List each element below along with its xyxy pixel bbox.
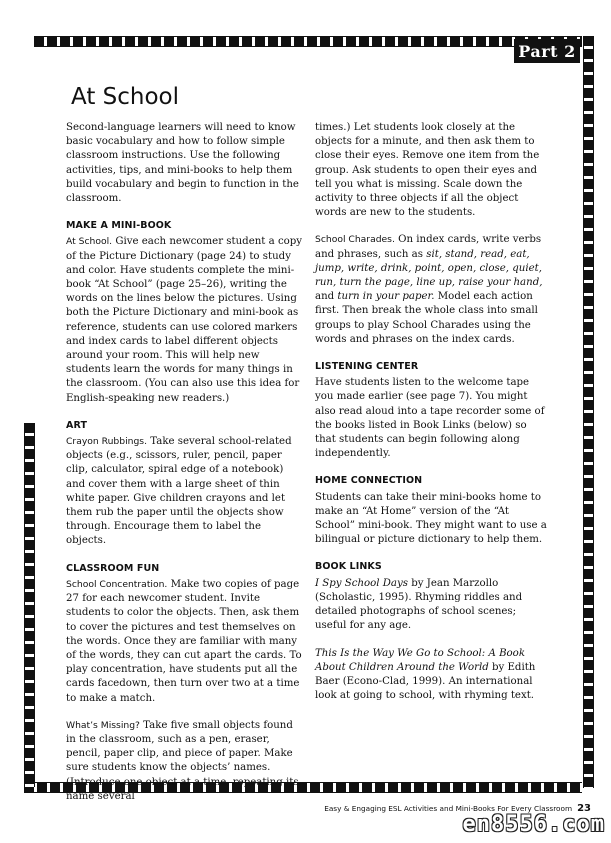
right-border (583, 36, 594, 788)
listening-heading: LISTENING CENTER (315, 361, 419, 373)
charades-text-2: Model each action first. Then break the whole class into small groups to play School Charades using the words and phrases on the index cards. (315, 291, 538, 345)
whats-missing-paragraph (66, 719, 304, 804)
art-heading: ART (66, 419, 88, 431)
art-lead: Crayon Rubbings. (66, 436, 147, 448)
home-paragraph: Students can take their mini-books home to make an “At Home” version of the “At School” mini-book. They might want to use a bilingual or picture dictionary to help them. (315, 491, 547, 546)
book-2-title: This Is the Way We Go to School: A Book About Children Around the World (315, 647, 525, 673)
charades-and: and (315, 291, 335, 303)
listening-paragraph: Have students listen to the welcome tape you made earlier (see page 7). You might also read aloud into a tape recorder some of the books listed in Book Links (below) so that students can begin following along independently. (315, 377, 545, 460)
mini-book-heading: MAKE A MINI-BOOK (66, 220, 172, 232)
art-text: Take several school-related objects (e.g., scissors, ruler, pencil, paper clip, calculator, spiral edge of a notebook) and cover them with a large sheet of thin white paper. Give children crayons and let them rub the paper until the objects show through. Encourage them to label the objects. (66, 436, 292, 547)
art-paragraph (66, 435, 304, 549)
whats-missing-text: Take five small objects found in the classroom, such as a pen, eraser, pencil, paper clip, and piece of paper. Make sure students know the objects’ names. (Introduce one object at a time, repeating its name several (66, 719, 299, 802)
whats-missing-lead: What’s Missing? (66, 719, 140, 731)
classroom-fun-heading: CLASSROOM FUN (66, 562, 160, 574)
page-number: 23 (577, 803, 591, 814)
page-title: At School (71, 84, 180, 110)
concentration-text: Make two copies of page 27 for each newcomer student. Invite students to color the objects. Then, ask them to cover the pictures and test themselves on the words. Once they are familiar with many of the words, they can cut apart the cards. To play concentration, have students put all the cards facedown, then turn over two at a time to make a match. (66, 578, 302, 704)
book-1-text: by Jean Marzollo (Scholastic, 1995). Rhyming riddles and detailed photographs of school scenes; useful for any age. (315, 577, 523, 632)
footer-book-title: Easy & Engaging ESL Activities and Mini-Books For Every Classroom (324, 804, 573, 813)
charades-text-1: On index cards, write verbs and phrases, such as (315, 234, 542, 260)
book-1-title: I Spy School Days (315, 577, 408, 589)
book-2-text: by Edith Baer (Econo-Clad, 1999). An international look at going to school, with rhyming text. (315, 661, 536, 702)
charades-lead: School Charades. (315, 234, 395, 246)
mini-book-paragraph (66, 235, 304, 405)
mini-book-text: Give each newcomer student a copy of the Picture Dictionary (page 24) to study and color. Have students complete the mini-book “At School” (page 25–26), writing the words on the lines below the pictures. Using both the Picture Dictionary and mini-book as reference, students can use colored markers and index cards to label different objects around your room. This will help new students learn the words for many things in the classroom. (You can also use this idea for English-speaking new readers.) (66, 236, 303, 404)
charades-last-example: turn in your paper. (337, 291, 435, 303)
watermark-text: en8556.com (462, 812, 605, 837)
continued-paragraph: times.) Let students look closely at the objects for a minute, and then ask them to close their eyes. Remove one item from the group. Ask students to open their eyes and tell you what is missing. Scale down the activity to three objects if all the object words are new to the students. (315, 122, 540, 219)
intro-paragraph: Second-language learners will need to know basic vocabulary and how to follow simple classroom instructions. Use the following activities, tips, and mini-books to help them build vocabulary and begin to function in the classroom. (66, 122, 299, 205)
home-heading: HOME CONNECTION (315, 475, 423, 487)
book-links-heading: BOOK LINKS (315, 561, 382, 573)
left-border (24, 423, 35, 787)
top-border (34, 36, 582, 47)
mini-book-lead: At School. (66, 236, 113, 248)
book-link-1 (315, 577, 547, 634)
charades-paragraph (315, 233, 547, 347)
concentration-lead: School Concentration. (66, 578, 168, 590)
left-column (66, 121, 304, 817)
book-link-2 (315, 647, 547, 704)
part-label-tab: Part 2 (514, 39, 580, 63)
charades-examples: sit, stand, read, eat, jump, write, drink, point, open, close, quiet, run, turn the page, line up, raise your hand, (315, 248, 543, 289)
classroom-fun-paragraph (66, 578, 304, 706)
right-column (315, 121, 547, 716)
